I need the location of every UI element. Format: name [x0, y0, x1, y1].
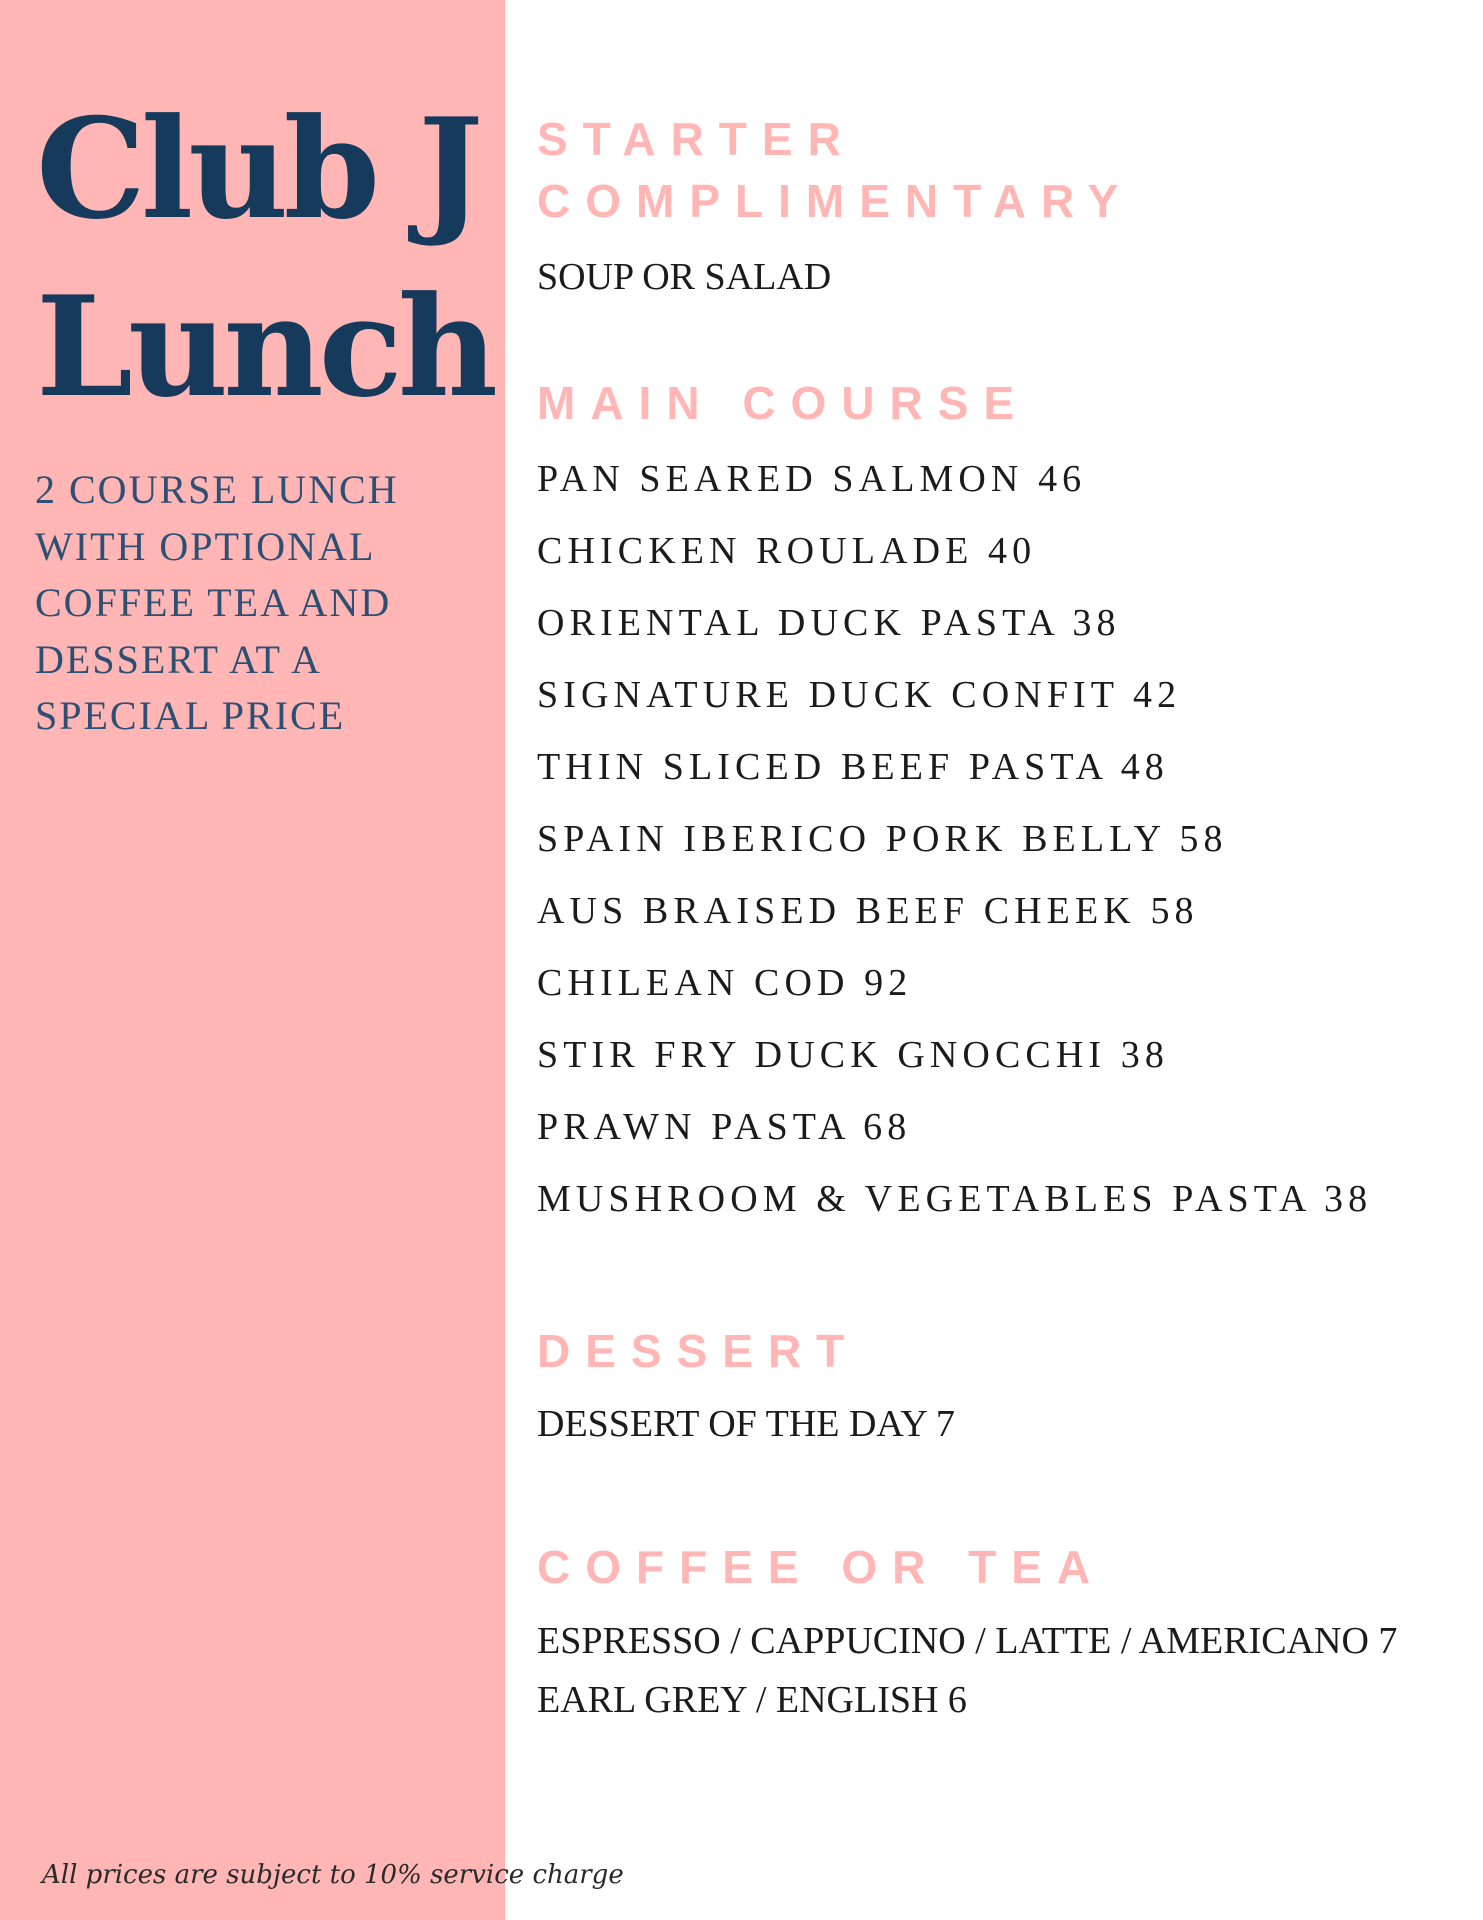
- coffee-tea-heading: COFFEE OR TEA: [537, 1541, 1106, 1593]
- dessert-item: DESSERT OF THE DAY 7: [537, 1403, 955, 1445]
- service-charge-note: All prices are subject to 10% service charge: [42, 1860, 624, 1890]
- main-course-item: STIR FRY DUCK GNOCCHI 38: [537, 1034, 1169, 1076]
- starter-subheading: COMPLIMENTARY: [537, 175, 1134, 227]
- menu-title-line-2: Lunch: [36, 265, 494, 428]
- main-course-item: SIGNATURE DUCK CONFIT 42: [537, 674, 1182, 716]
- main-course-item: THIN SLICED BEEF PASTA 48: [537, 746, 1169, 788]
- starter-heading: STARTER: [537, 113, 856, 165]
- tea-item: EARL GREY / ENGLISH 6: [537, 1679, 967, 1721]
- main-course-item: MUSHROOM & VEGETABLES PASTA 38: [537, 1178, 1373, 1220]
- main-course-item: CHILEAN COD 92: [537, 962, 913, 1004]
- left-panel: [0, 0, 505, 1920]
- main-course-item: SPAIN IBERICO PORK BELLY 58: [537, 818, 1228, 860]
- main-course-item: CHICKEN ROULADE 40: [537, 530, 1037, 572]
- menu-title-line-1: Club J: [36, 87, 479, 250]
- main-course-item: PRAWN PASTA 68: [537, 1106, 912, 1148]
- main-course-heading: MAIN COURSE: [537, 377, 1030, 429]
- coffee-item: ESPRESSO / CAPPUCINO / LATTE / AMERICANO 7: [537, 1620, 1398, 1662]
- main-course-item: PAN SEARED SALMON 46: [537, 458, 1087, 500]
- main-course-item: ORIENTAL DUCK PASTA 38: [537, 602, 1121, 644]
- main-course-item: AUS BRAISED BEEF CHEEK 58: [537, 890, 1199, 932]
- dessert-heading: DESSERT: [537, 1325, 860, 1377]
- menu-subtitle: 2 COURSE LUNCH WITH OPTIONAL COFFEE TEA AND DESSERT AT A SPECIAL PRICE: [35, 467, 399, 738]
- starter-item: SOUP OR SALAD: [537, 256, 832, 298]
